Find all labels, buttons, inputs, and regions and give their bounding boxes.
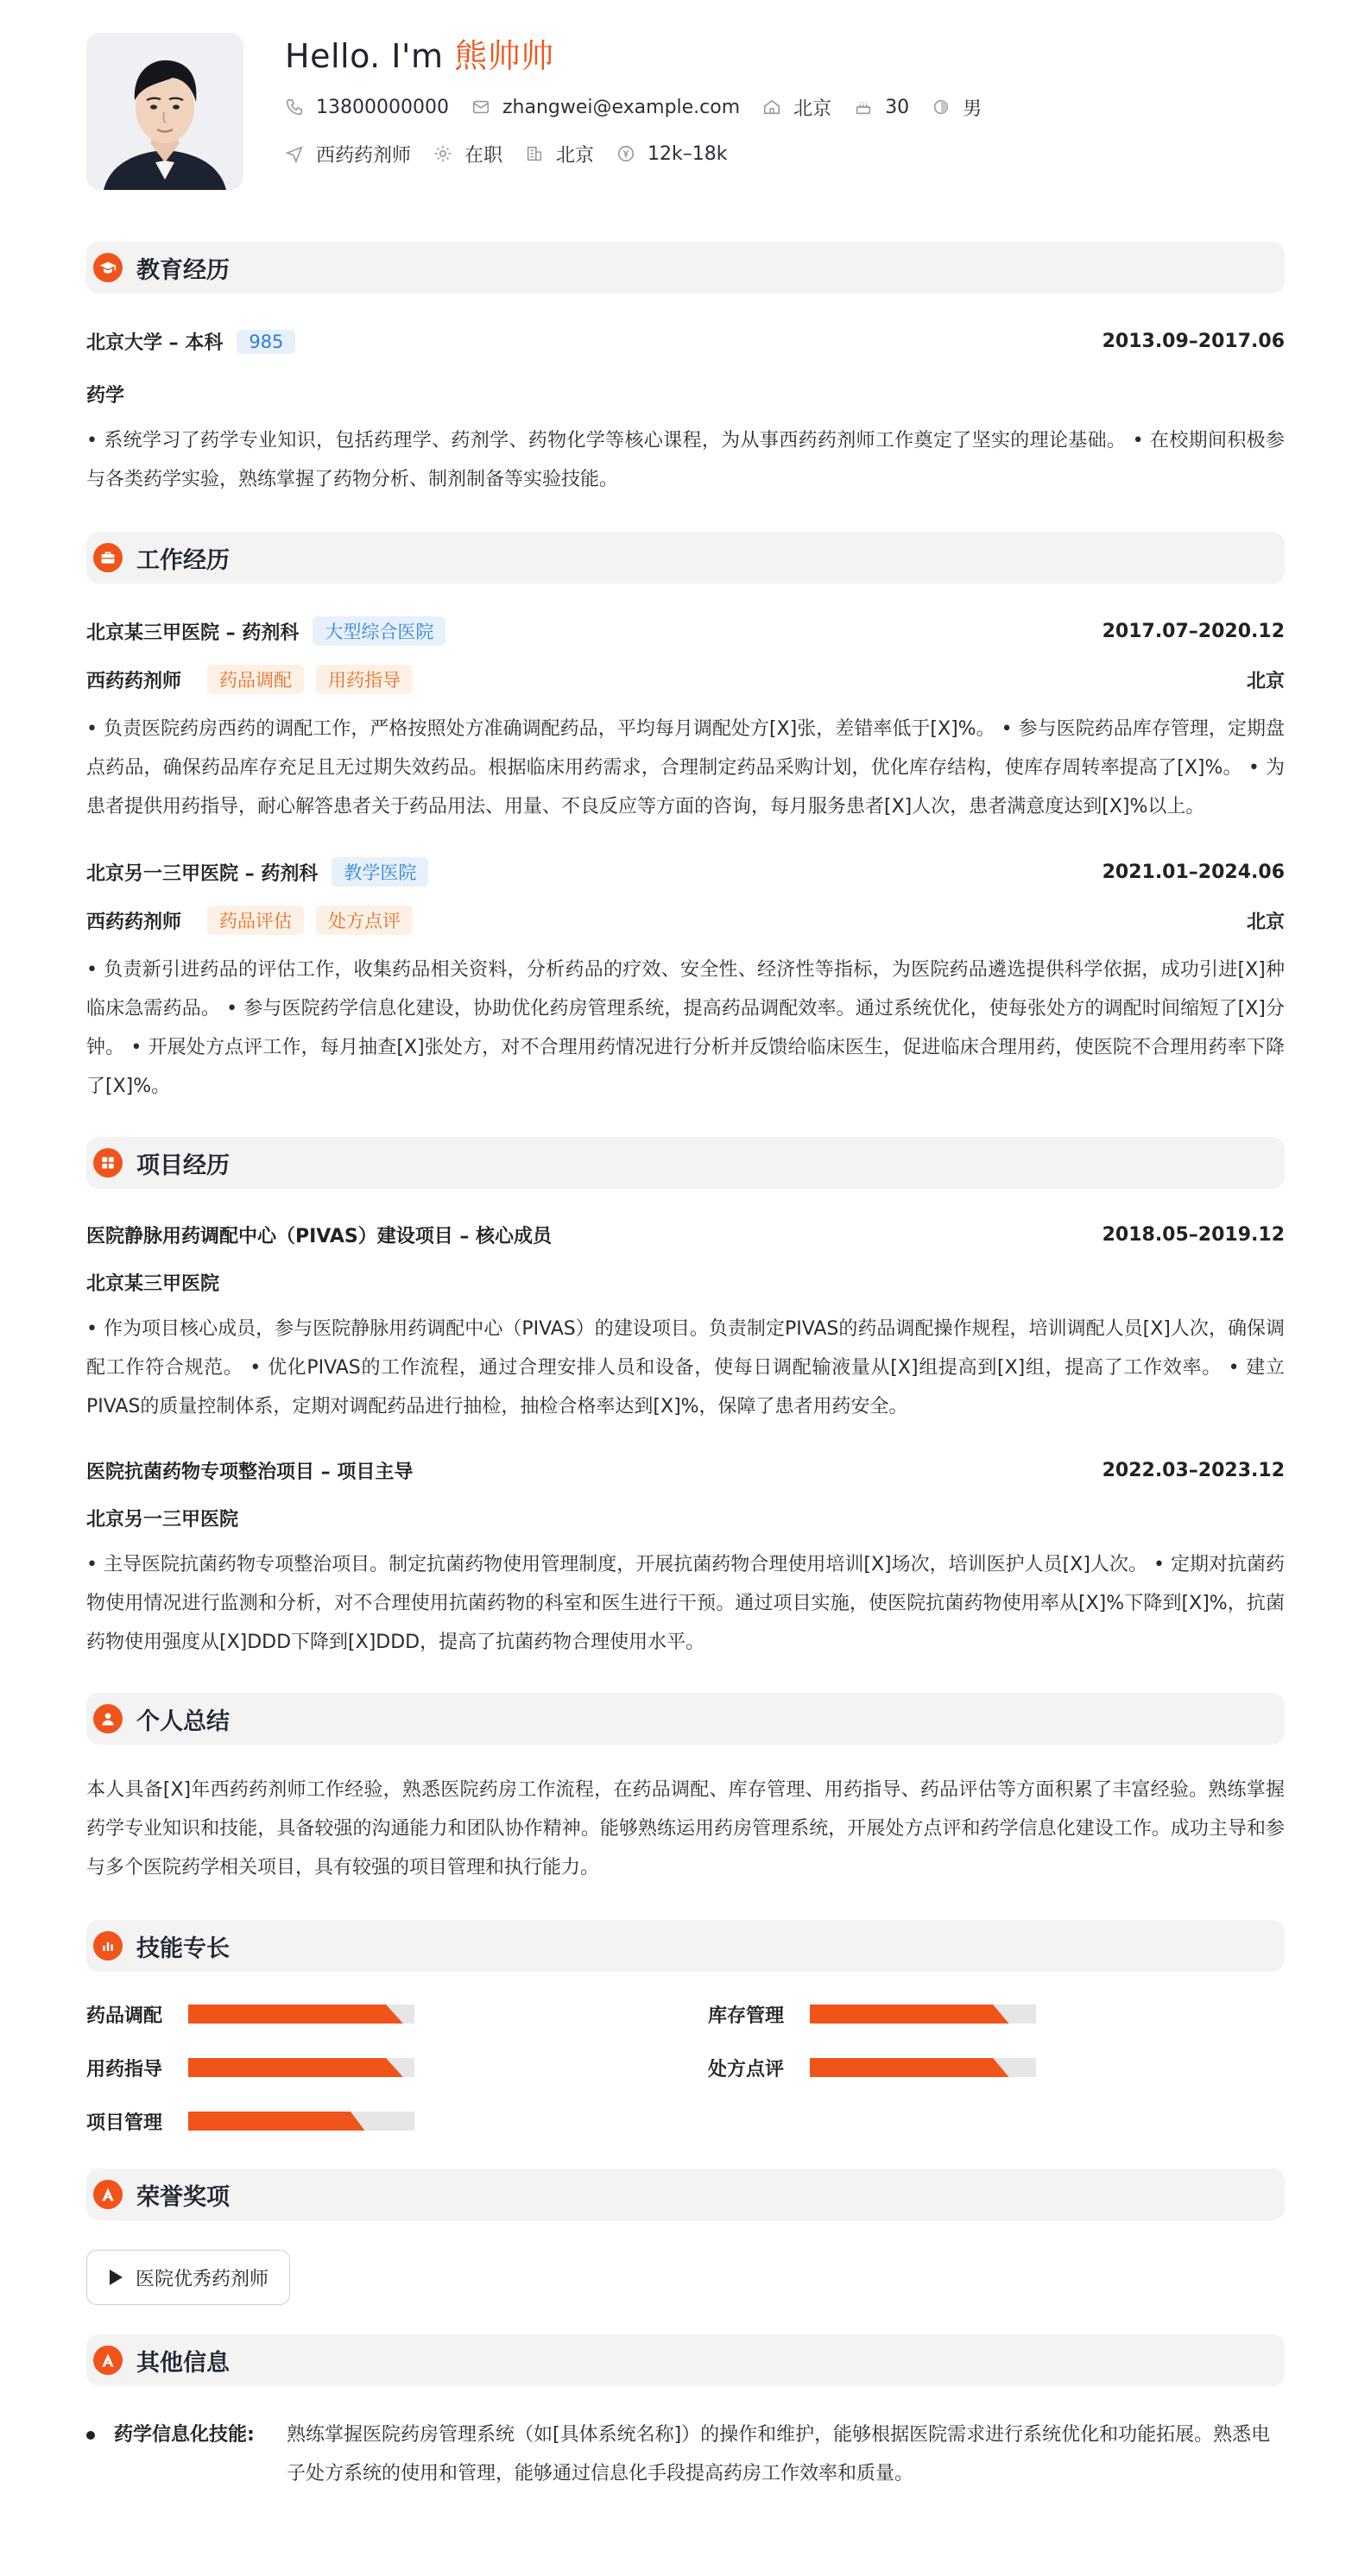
header-info — [285, 33, 1004, 190]
work-item — [86, 857, 1285, 1106]
role-line — [86, 665, 413, 694]
city-text: 北京 — [556, 144, 595, 167]
gender-icon — [932, 98, 951, 117]
award-chip — [86, 2250, 290, 2305]
section-title: 工作经历 — [136, 546, 230, 574]
salary-item — [616, 143, 727, 165]
skills-list — [86, 2001, 1285, 2134]
other-label: 药学信息化技能: — [114, 2424, 255, 2446]
location-text: 北京 — [793, 98, 832, 120]
grid-icon — [93, 1148, 123, 1178]
email-item — [471, 97, 740, 118]
major: 药学 — [86, 385, 125, 407]
candidate-name: 熊帅帅 — [454, 37, 554, 75]
work-location: 北京 — [1246, 911, 1285, 933]
school-line — [86, 328, 295, 355]
work-desc: • 负责新引进药品的评估工作，收集药品相关资料，分析药品的疗效、安全性、经济性等指标，为医院药品遴选提供科学依据，成功引进[X]种临床急需药品。 • 参与医院药学信息化建设，协助优化药房管理系统，提高药品调配效率。通过系统优化，使每张处方的调配时间缩短了[X]分钟。 • 开展处方点评工作，每月抽查[X]张处方，对不合理用药情况进行分析并反馈给临床医生，促进临床合理用药，使医院不合理用药率下降了[X]%。 — [86, 959, 1285, 1097]
section-projects — [86, 1137, 1285, 1189]
skill-bar-fill — [810, 2058, 1009, 2077]
avatar — [86, 33, 243, 190]
work-entry-header — [86, 616, 1285, 646]
position-text: 西药药剂师 — [316, 144, 412, 167]
age-text: 30 — [885, 96, 910, 118]
project-item — [86, 1222, 1285, 1426]
project-date: 2018.05–2019.12 — [1102, 1224, 1285, 1246]
skill-name: 项目管理 — [86, 2112, 163, 2134]
greeting-text: Hello. I'm — [285, 37, 444, 75]
role-row — [86, 665, 1285, 694]
send-icon — [285, 144, 304, 163]
info-award-icon — [93, 2346, 123, 2375]
section-title: 教育经历 — [136, 256, 230, 284]
work-entry-header — [86, 857, 1285, 887]
role-row — [86, 906, 1285, 935]
project-item — [86, 1457, 1285, 1662]
greeting-line — [285, 35, 1004, 78]
role-tag: 用药指导 — [316, 665, 413, 694]
work-location: 北京 — [1246, 670, 1285, 692]
location-item — [762, 94, 831, 121]
cake-icon — [854, 98, 873, 117]
gender-text: 男 — [963, 98, 982, 120]
phone-text: 13800000000 — [316, 96, 449, 118]
status-text: 在职 — [464, 144, 503, 167]
project-entry-header — [86, 1457, 1285, 1484]
school-tag: 985 — [237, 330, 295, 354]
section-work — [86, 532, 1285, 584]
section-title: 荣誉奖项 — [136, 2183, 230, 2211]
project-date: 2022.03–2023.12 — [1102, 1460, 1285, 1481]
skill-bar-fill — [188, 2058, 403, 2077]
company-line — [86, 616, 445, 646]
role-name: 西药药剂师 — [86, 911, 182, 933]
project-org: 北京另一三甲医院 — [86, 1509, 239, 1531]
company-tag: 教学医院 — [332, 857, 428, 887]
section-summary — [86, 1693, 1285, 1745]
graduation-cap-icon — [93, 253, 123, 282]
education-entry-header — [86, 328, 1285, 355]
section-title: 其他信息 — [136, 2349, 230, 2377]
section-other — [86, 2334, 1285, 2386]
other-item — [86, 2415, 1285, 2493]
role-tag: 药品调配 — [207, 665, 304, 694]
work-date: 2021.01–2024.06 — [1102, 861, 1285, 883]
school-name: 北京大学 – 本科 — [86, 332, 224, 354]
section-title: 项目经历 — [136, 1152, 230, 1179]
project-name: 医院抗菌药物专项整治项目 – 项目主导 — [86, 1462, 414, 1483]
skill-bar — [188, 2058, 414, 2077]
summary-text: 本人具备[X]年西药药剂师工作经验，熟悉医院药房工作流程，在药品调配、库存管理、用药指导、药品评估等方面积累了丰富经验。熟练掌握药学专业知识和技能，具备较强的沟通能力和团队协作精神。能够熟练运用药房管理系统，开展处方点评和药学信息化建设工作。成功主导和参与多个医院药学相关项目，具有较强的项目管理和执行能力。 — [86, 1779, 1285, 1878]
company-line — [86, 857, 428, 887]
skill-item — [708, 2055, 1330, 2080]
company-name: 北京某三甲医院 – 药剂科 — [86, 622, 300, 644]
email-text: zhangwei@example.com — [502, 96, 741, 118]
other-text: 熟练掌握医院药房管理系统（如[具体系统名称]）的操作和维护，能够根据医院需求进行系统优化和功能拓展。熟悉电子处方系统的使用和管理，能够通过信息化手段提高药房工作效率和质量。 — [287, 2424, 1271, 2484]
skill-item — [86, 2108, 708, 2134]
skill-bar — [188, 2005, 414, 2024]
award-text: 医院优秀药剂师 — [136, 2268, 269, 2290]
status-item — [433, 141, 502, 167]
contact-row — [285, 93, 1004, 121]
resume-header — [86, 33, 1285, 190]
project-desc: • 作为项目核心成员，参与医院静脉用药调配中心（PIVAS）的建设项目。负责制定PIVAS的药品调配操作规程，培训调配人员[X]人次，确保调配工作符合规范。 • 优化PIVAS的工作流程，通过合理安排人员和设备，使每日调配输液量从[X]组提高到[X]组，提高了工作效率。 • 建立PIVAS的质量控制体系，定期对调配药品进行抽检，抽检合格率达到[X]%，保障了患者用药安全。 — [86, 1318, 1285, 1417]
role-name: 西药药剂师 — [86, 670, 182, 692]
skill-name: 药品调配 — [86, 2005, 163, 2027]
section-title: 个人总结 — [136, 1708, 230, 1735]
skill-bar — [810, 2005, 1036, 2024]
project-desc: • 主导医院抗菌药物专项整治项目。制定抗菌药物使用管理制度，开展抗菌药物合理使用培训[X]场次，培训医护人员[X]人次。 • 定期对抗菌药物使用情况进行监测和分析，对不合理使用抗菌药物的科室和医生进行干预。通过项目实施，使医院抗菌药物使用率从[X]%下降到[X]%，抗菌药物使用强度从[X]DDD下降到[X]DDD，提高了抗菌药物合理使用水平。 — [86, 1554, 1285, 1653]
project-org: 北京某三甲医院 — [86, 1273, 220, 1295]
city-item — [525, 141, 594, 167]
building-icon — [525, 144, 544, 163]
settings-icon — [433, 144, 452, 163]
company-name: 北京另一三甲医院 – 药剂科 — [86, 862, 319, 885]
salary-text: 12k–18k — [648, 142, 728, 165]
work-desc: • 负责医院药房西药的调配工作，严格按照处方准确调配药品，平均每月调配处方[X]张，差错率低于[X]%。 • 参与医院药品库存管理，定期盘点药品，确保药品库存充足且无过期失效药品。根据临床用药需求，合理制定药品采购计划，优化库存结构，使库存周转率提高了[X]%。 • 为患者提供用药指导，耐心解答患者关于药品用法、用量、不良反应等方面的咨询，每月服务患者[X]人次，患者满意度达到[X]%以上。 — [86, 718, 1285, 818]
award-icon — [93, 2180, 123, 2209]
job-row — [285, 140, 1004, 167]
bullet-icon — [86, 2431, 95, 2440]
mail-icon — [471, 98, 490, 117]
skill-bar-fill — [188, 2112, 364, 2131]
skill-item — [86, 2055, 708, 2080]
age-item — [854, 97, 909, 118]
role-tag: 处方点评 — [316, 906, 413, 935]
gender-item — [932, 94, 982, 121]
skill-item — [86, 2001, 708, 2027]
skill-name: 库存管理 — [708, 2005, 785, 2027]
phone-icon — [285, 98, 304, 117]
section-title: 技能专长 — [136, 1935, 230, 1962]
user-icon — [93, 1704, 123, 1733]
section-awards — [86, 2169, 1285, 2220]
bar-chart-icon — [93, 1931, 123, 1960]
skill-name: 处方点评 — [708, 2058, 785, 2080]
project-entry-header — [86, 1222, 1285, 1248]
position-item — [285, 141, 411, 167]
skill-bar-fill — [810, 2005, 1009, 2024]
coin-icon — [616, 144, 635, 163]
work-date: 2017.07–2020.12 — [1102, 620, 1285, 642]
section-education — [86, 242, 1285, 294]
briefcase-icon — [93, 543, 123, 572]
skill-item — [708, 2001, 1330, 2027]
phone-item — [285, 97, 449, 118]
play-icon — [108, 2269, 123, 2286]
role-line — [86, 906, 413, 935]
section-skills — [86, 1920, 1285, 1972]
home-icon — [762, 98, 781, 117]
work-item — [86, 616, 1285, 826]
skill-bar-fill — [188, 2005, 403, 2024]
education-date: 2013.09–2017.06 — [1102, 331, 1285, 352]
skill-name: 用药指导 — [86, 2058, 163, 2080]
skill-bar — [188, 2112, 414, 2131]
education-desc: • 系统学习了药学专业知识，包括药理学、药剂学、药物化学等核心课程，为从事西药药剂师工作奠定了坚实的理论基础。 • 在校期间积极参与各类药学实验，熟练掌握了药物分析、制剂制备等实验技能。 — [86, 430, 1285, 490]
skill-bar — [810, 2058, 1036, 2077]
role-tag: 药品评估 — [207, 906, 304, 935]
company-tag: 大型综合医院 — [313, 616, 445, 646]
avatar-portrait — [86, 33, 243, 190]
project-name: 医院静脉用药调配中心（PIVAS）建设项目 – 核心成员 — [86, 1226, 553, 1247]
